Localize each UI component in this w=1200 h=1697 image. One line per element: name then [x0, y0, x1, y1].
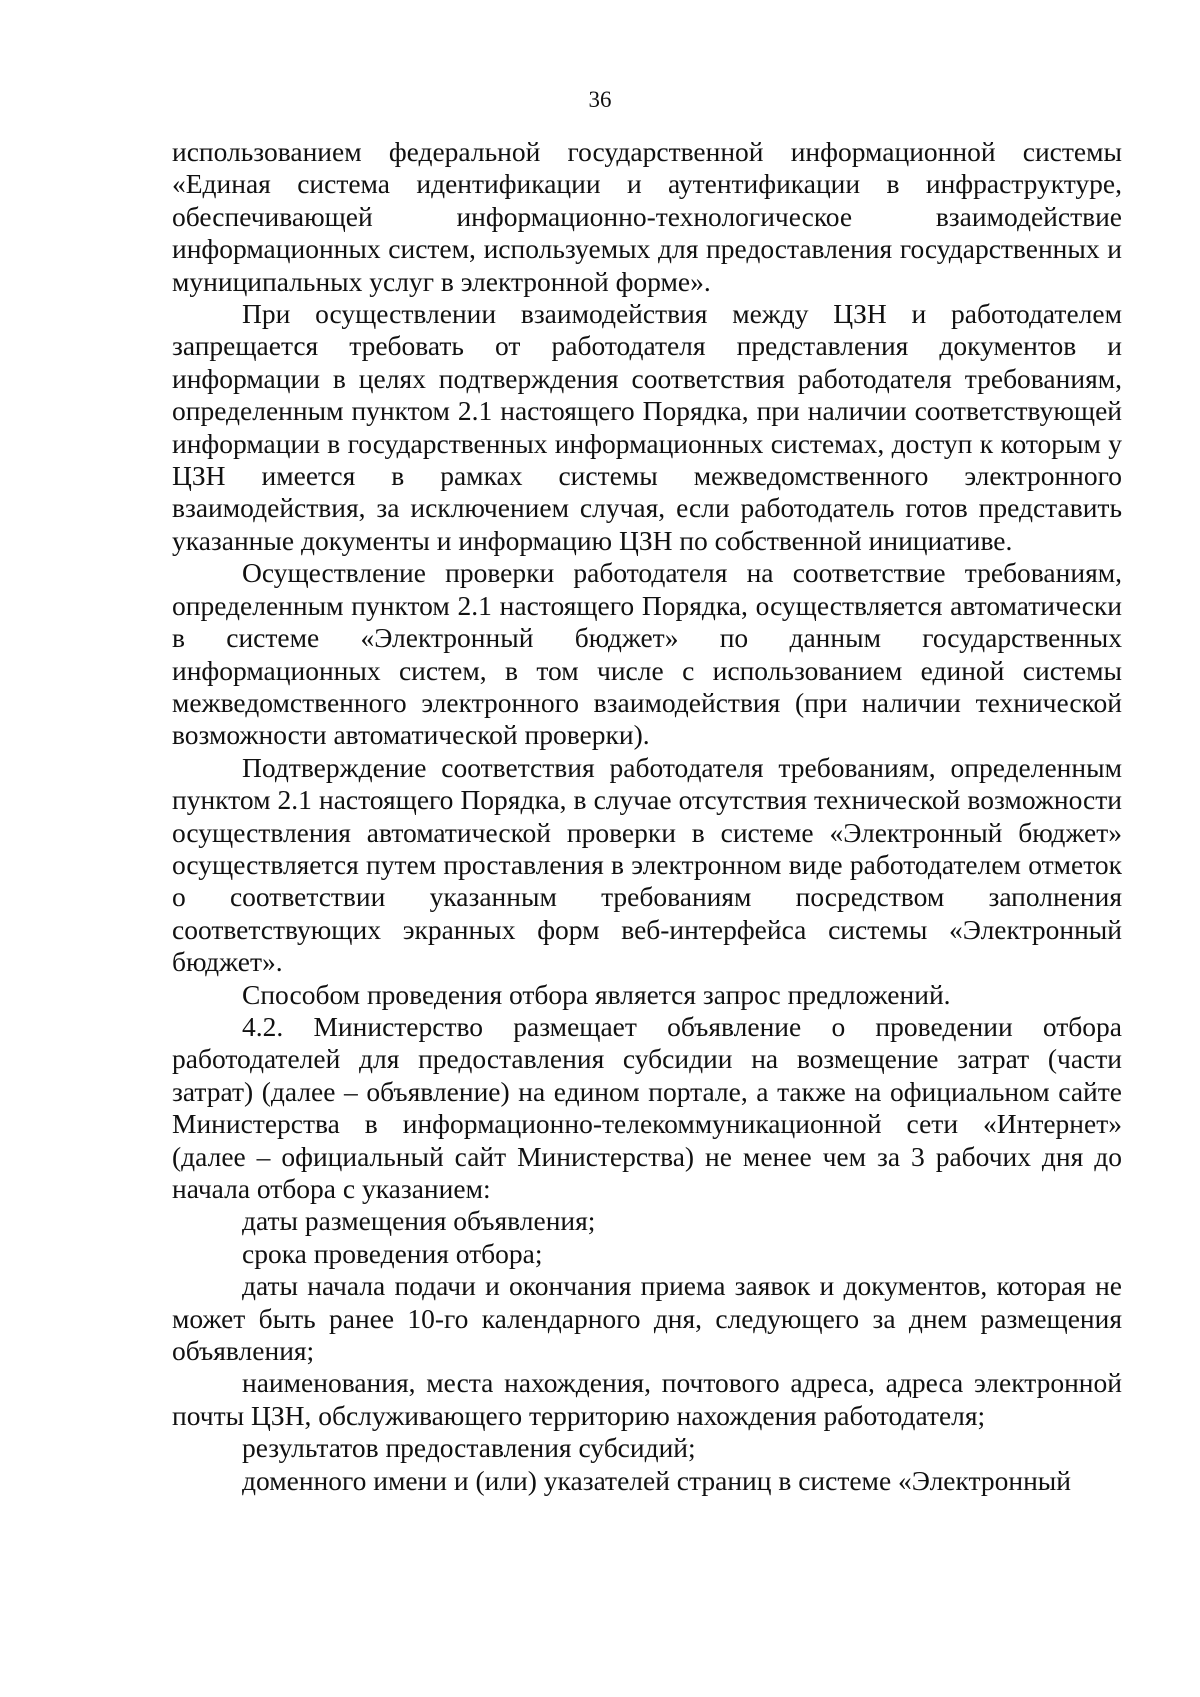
page-number: 36 — [588, 87, 612, 112]
list-item-selection-period: срока проведения отбора; — [242, 1237, 543, 1269]
paragraph-confirmation: Подтверждение соответствия работодателя требованиям, определенным пунктом 2.1 настоящего Порядка, в случае отсутствия технической возможности осуществления автоматической проверки в системе «Электронный бюджет» осуществляется путем проставления в электронном виде работодателем отметок о соответствии указанным требованиям посредством заполнения соответствующих экранных форм веб-интерфейса системы «Электронный бюджет». — [172, 751, 1122, 978]
list-item-subsidy-results: результатов предоставления субсидий; — [242, 1432, 696, 1464]
paragraph-interaction-restriction: При осуществлении взаимодействия между ЦЗН и работодателем запрещается требовать от работодателя представления документов и информации в целях подтверждения соответствия работодателя требованиям, определенным пунктом 2.1 настоящего Порядка, при наличии соответствующей информации в государственных информационных системах, доступ к которым у ЦЗН имеется в рамках системы межведомственного электронного взаимодействия, за исключением случая, если работодатель готов представить указанные документы и информацию ЦЗН по собственной инициативе. — [172, 298, 1122, 556]
document-body — [172, 136, 1122, 1497]
list-item-domain-name: доменного имени и (или) указателей страниц в системе «Электронный — [242, 1464, 1071, 1496]
paragraph-4-2-announcement: 4.2. Министерство размещает объявление о проведении отбора работодателей для предоставления субсидии на возмещение затрат (части затрат) (далее – объявление) на едином портале, а также на официальном сайте Министерства в информационно-телекоммуникационной сети «Интернет» (далее – официальный сайт Министерства) не менее чем за 3 рабочих дня до начала отбора с указанием: — [172, 1010, 1122, 1204]
list-item-czn-contacts: наименования, места нахождения, почтового адреса, адреса электронной почты ЦЗН, обслуживающего территорию нахождения работодателя; — [172, 1367, 1122, 1431]
paragraph-selection-method: Способом проведения отбора является запрос предложений. — [242, 978, 951, 1010]
paragraph-automatic-check: Осуществление проверки работодателя на соответствие требованиям, определенным пунктом 2.1 настоящего Порядка, осуществляется автоматически в системе «Электронный бюджет» по данным государственных информационных систем, в том числе с использованием единой системы межведомственного электронного взаимодействия (при наличии технической возможности автоматической проверки). — [172, 557, 1122, 751]
paragraph-continuation: использованием федеральной государственной информационной системы «Единая система идентификации и аутентификации в инфраструктуре, обеспечивающей информационно-технологическое взаимодействие информационных систем, используемых для предоставления государственных и муниципальных услуг в электронной форме». — [172, 136, 1122, 297]
list-item-application-dates: даты начала подачи и окончания приема заявок и документов, которая не может быть ранее 10-го календарного дня, следующего за днем размещения объявления; — [172, 1270, 1122, 1367]
list-item-placement-date: даты размещения объявления; — [242, 1205, 596, 1237]
